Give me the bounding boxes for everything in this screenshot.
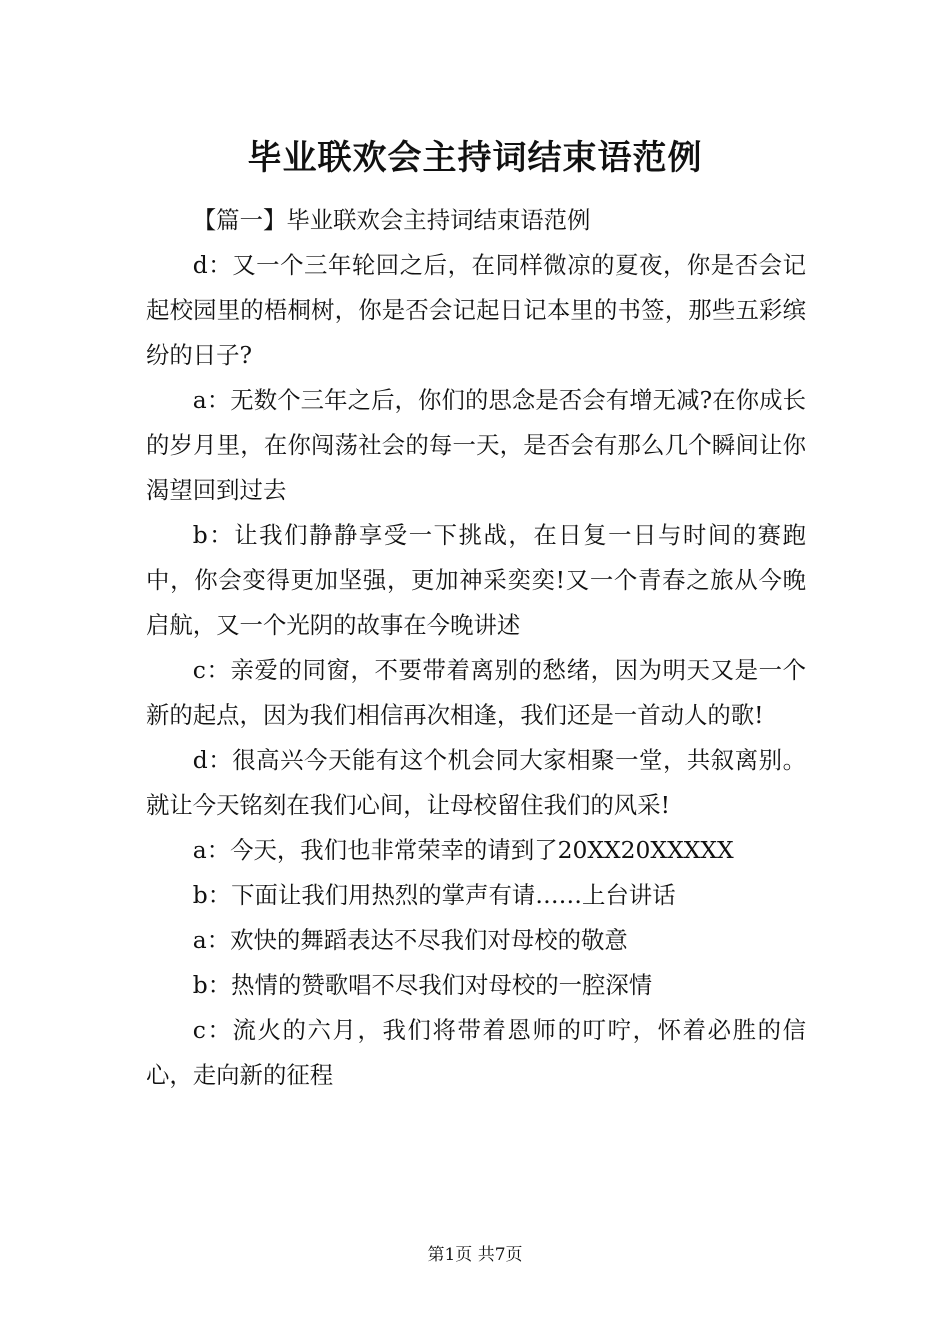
document-title: 毕业联欢会主持词结束语范例 (247, 138, 703, 178)
paragraph-b-1: b：让我们静静享受一下挑战，在日复一日与时间的赛跑中，你会变得更加坚强，更加神采奕奕!又一个青春之旅从今晚启航，又一个光阴的故事在今晚讲述 (146, 521, 806, 639)
document-body (146, 198, 806, 1098)
paragraph-a-2: a：今天，我们也非常荣幸的请到了20XX20XXXXX (192, 836, 734, 864)
paragraph-c-1: c：亲爱的同窗，不要带着离别的愁绪，因为明天又是一个新的起点，因为我们相信再次相逢，我们还是一首动人的歌! (146, 656, 806, 729)
paragraph-a-3: a：欢快的舞蹈表达不尽我们对母校的敬意 (192, 926, 628, 954)
page-number-footer: 第1页 共7页 (427, 1245, 523, 1265)
paragraph-a-1: a：无数个三年之后，你们的思念是否会有增无减?在你成长的岁月里，在你闯荡社会的每一天，是否会有那么几个瞬间让你渴望回到过去 (146, 386, 806, 504)
paragraph-c-2: c：流火的六月，我们将带着恩师的叮咛，怀着必胜的信心，走向新的征程 (146, 1016, 806, 1089)
section-heading: 【篇一】毕业联欢会主持词结束语范例 (192, 206, 591, 234)
paragraph-b-2: b：下面让我们用热烈的掌声有请……上台讲话 (192, 881, 676, 909)
paragraph-b-3: b：热情的赞歌唱不尽我们对母校的一腔深情 (192, 971, 653, 999)
paragraph-d-1: d：又一个三年轮回之后，在同样微凉的夏夜，你是否会记起校园里的梧桐树，你是否会记起日记本里的书签，那些五彩缤纷的日子? (146, 251, 806, 369)
paragraph-d-2: d：很高兴今天能有这个机会同大家相聚一堂，共叙离别。就让今天铭刻在我们心间，让母校留住我们的风采! (146, 746, 806, 819)
